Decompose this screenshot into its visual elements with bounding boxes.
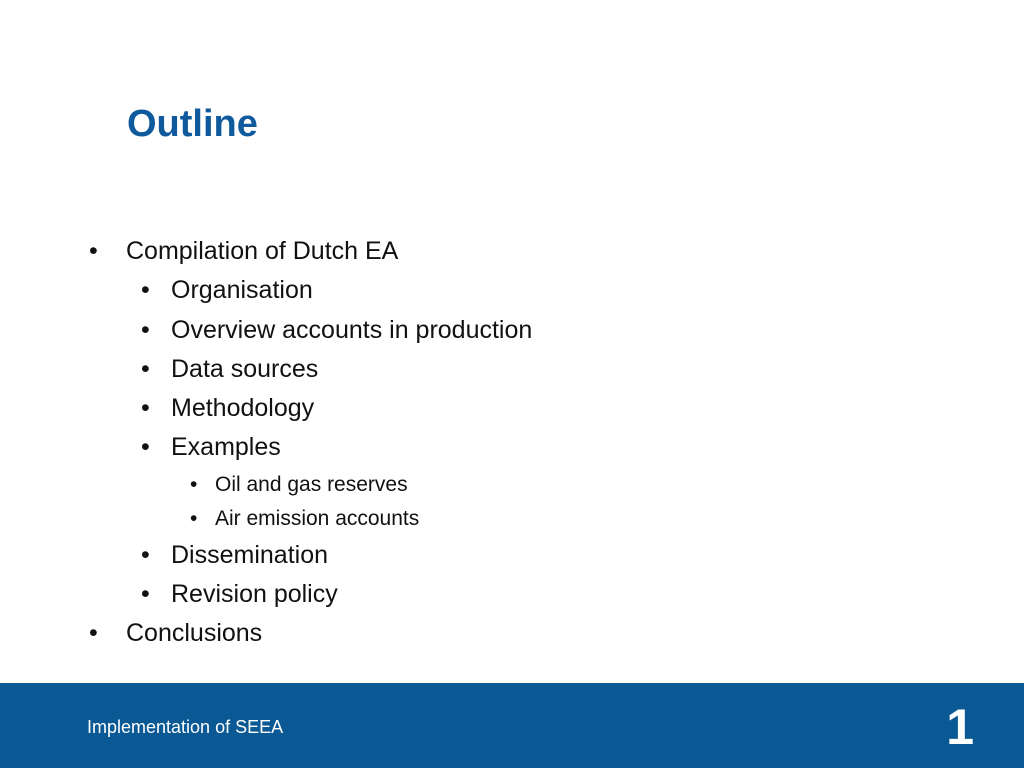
outline-item-organisation (141, 275, 313, 305)
outline-item-label: Methodology (171, 394, 315, 422)
bullet-icon: • (141, 276, 150, 304)
outline-item-label: Overview accounts in production (171, 316, 533, 344)
footer-bar (0, 683, 1024, 768)
outline-item-label: Organisation (171, 276, 313, 304)
bullet-icon: • (141, 316, 150, 344)
footer-text: Implementation of SEEA (87, 717, 284, 737)
outline-item-label: Revision policy (171, 580, 338, 608)
outline-item-compilation (89, 236, 399, 266)
outline-item-revision-policy (141, 579, 338, 609)
outline-item-data-sources (141, 354, 319, 384)
bullet-icon: • (89, 619, 98, 647)
bullet-icon: • (141, 394, 150, 422)
outline-item-label: Data sources (171, 355, 319, 383)
outline-item-label: Compilation of Dutch EA (126, 237, 399, 265)
bullet-icon: • (190, 507, 198, 530)
page-number: 1 (946, 699, 974, 755)
outline-item-label: Air emission accounts (215, 507, 420, 530)
outline-item-label: Oil and gas reserves (215, 473, 408, 496)
outline-item-dissemination (141, 540, 329, 570)
outline-item-label: Dissemination (171, 541, 329, 569)
bullet-icon: • (141, 580, 150, 608)
bullet-icon: • (141, 433, 150, 461)
outline-item-methodology (141, 393, 315, 423)
outline-item-conclusions (89, 618, 263, 648)
bullet-icon: • (89, 237, 98, 265)
outline-item-label: Examples (171, 433, 281, 461)
outline-item-air-emission (190, 506, 420, 532)
outline-item-oil-gas-reserves (190, 472, 408, 498)
bullet-icon: • (190, 473, 198, 496)
slide-title: Outline (127, 103, 258, 145)
outline-item-examples (141, 432, 281, 462)
bullet-icon: • (141, 541, 150, 569)
outline-item-label: Conclusions (126, 619, 263, 647)
outline-item-overview-accounts (141, 315, 533, 345)
bullet-icon: • (141, 355, 150, 383)
